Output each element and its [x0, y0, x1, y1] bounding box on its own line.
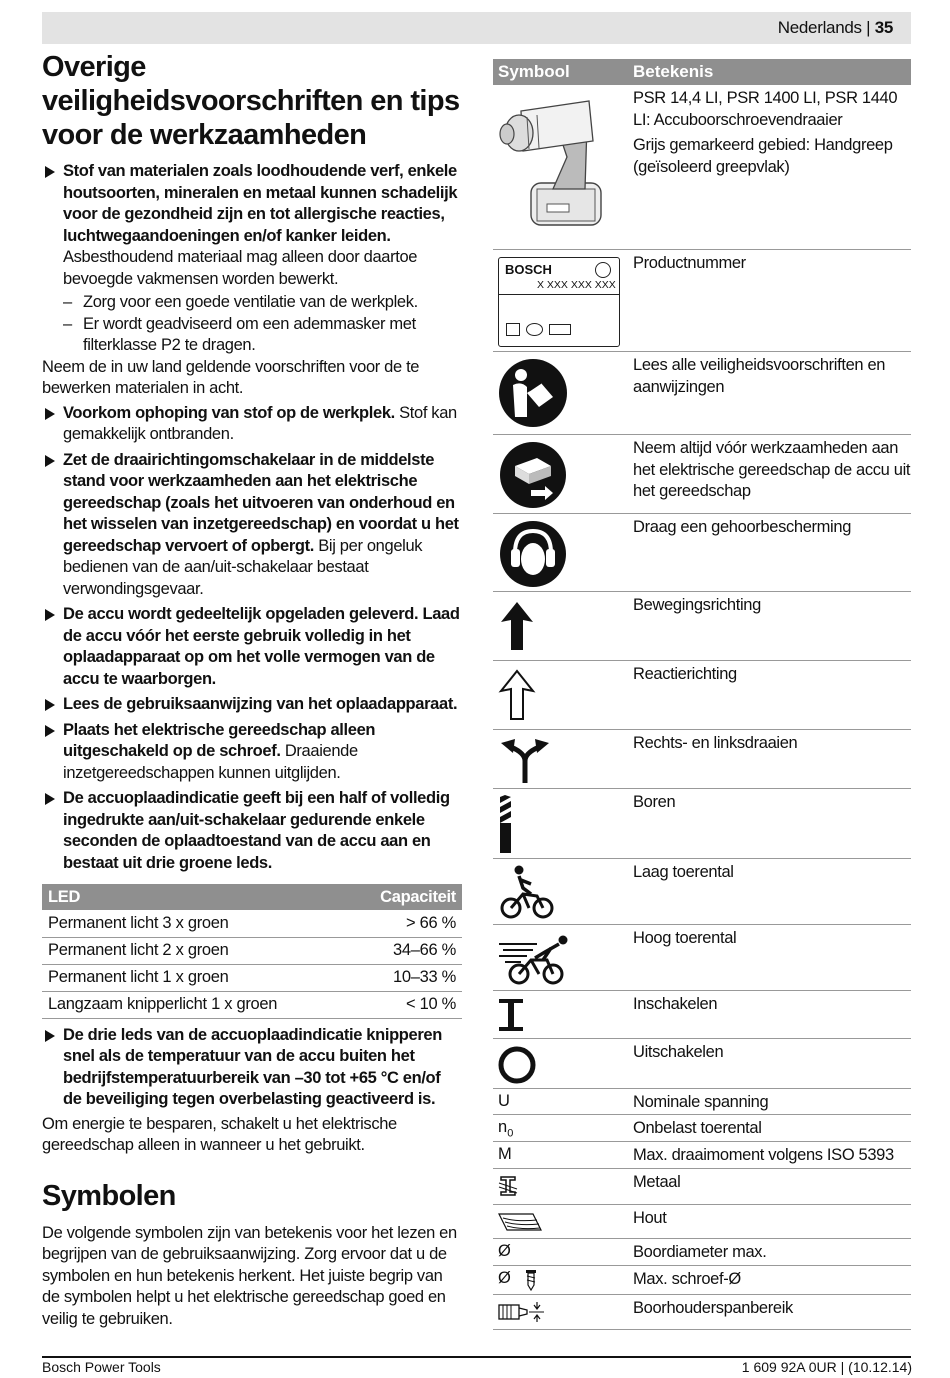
rect-mark-icon: [549, 324, 571, 335]
remove-battery-icon: [497, 440, 569, 515]
bullet-place-on-screw: [42, 720, 462, 785]
left-column: [42, 50, 462, 1330]
symbol-row-no-load-speed: [493, 1115, 911, 1142]
meaning-drill-diameter: Boordiameter max.: [633, 1243, 767, 1261]
meaning-drill-grip: Grijs gemarkeerd gebied: Handgreep (geïsoleerd greepvlak): [633, 136, 893, 176]
capacity-cell: 10–33 %: [350, 964, 462, 991]
header-language: Nederlands: [777, 18, 862, 37]
page-header: [42, 12, 911, 44]
led-capacity-table: [42, 884, 462, 1019]
symbol-row-screw-diameter: [493, 1266, 911, 1295]
bullet-place-on-screw-bold: Plaats het elektrische gereedschap alleen uitgeschakeld op de schroef.: [63, 720, 376, 760]
led-table-header: [42, 884, 462, 910]
meaning-drill-model: PSR 14,4 LI, PSR 1400 LI, PSR 1440 LI: Accuboorschroevendraaier: [633, 89, 898, 129]
torque-symbol: M: [498, 1145, 512, 1163]
reaction-direction-arrow-icon: [497, 669, 537, 726]
symbols-table: [493, 59, 911, 1330]
type-plate-brand: BOSCH: [505, 262, 552, 277]
symbols-table-header: [493, 59, 911, 85]
high-speed-cyclist-icon: [497, 930, 571, 991]
symbol-row-product-number: [493, 250, 911, 352]
symbol-row-switch-off: [493, 1039, 911, 1089]
drill-bit-icon: [497, 793, 517, 860]
left-right-rotation-icon: [497, 735, 553, 790]
power-off-icon: [497, 1045, 537, 1090]
bullet-dust-accumulation: [42, 403, 462, 446]
meaning-low-speed: Laag toerental: [633, 863, 734, 881]
section-title: Overige veiligheidsvoorschriften en tips voor de werkzaamheden: [42, 51, 460, 151]
type-plate-icon: [498, 257, 620, 347]
hearing-protection-icon: [497, 519, 569, 594]
meaning-remove-battery: Neem altijd vóór werkzaamheden aan het elektrische gereedschap de accu uit het gereedschap: [633, 439, 911, 500]
bullet-dust-accumulation-bold: Voorkom ophoping van stof op de werkplek.: [63, 403, 395, 422]
no-load-speed-symbol: [498, 1118, 513, 1139]
symbol-row-drill-diameter: [493, 1239, 911, 1266]
meaning-left-right-rotation: Rechts- en linksdraaien: [633, 734, 798, 752]
paragraph-save-energy: Om energie te besparen, schakelt u het elektrische gereedschap alleen in wanneer u het gebruikt.: [42, 1114, 397, 1154]
table-row: [42, 991, 462, 1018]
meaning-torque: Max. draaimoment volgens ISO 5393: [633, 1146, 894, 1164]
bosch-logo-icon: [595, 262, 611, 278]
led-cell: Permanent licht 1 x groen: [42, 964, 350, 991]
footer-doc-number: 1 609 92A 0UR | (10.12.14): [741, 1359, 912, 1375]
symbol-row-wood: [493, 1205, 911, 1239]
symbol-row-rated-voltage: [493, 1089, 911, 1115]
symbol-row-high-speed: [493, 925, 911, 991]
symbol-row-low-speed: [493, 859, 911, 925]
symbol-row-movement-direction: [493, 592, 911, 661]
table-row: [42, 964, 462, 991]
symbol-row-hearing-protection: [493, 514, 911, 592]
bullet-rotation-switch-bold: Zet de draairichtingomschakelaar in de middelste stand voor werkzaamheden aan het elektrische gereedschap (zoals het uitvoeren van onderhoud en het wisselen van inzetgereedschap) en voordat u het gereedschap vervoert of opbergt.: [63, 450, 459, 555]
led-cell: Permanent licht 2 x groen: [42, 937, 350, 964]
symbol-row-read-instructions: [493, 352, 911, 435]
meaning-switch-off: Uitschakelen: [633, 1043, 724, 1061]
meaning-movement-direction: Bewegingsrichting: [633, 596, 761, 614]
screw-diameter-symbol: Ø: [498, 1269, 511, 1287]
led-column-header: LED: [42, 884, 350, 910]
meaning-high-speed: Hoog toerental: [633, 929, 737, 947]
meaning-switch-on: Inschakelen: [633, 995, 718, 1013]
symbol-row-drilling: [493, 789, 911, 859]
drill-illustration-icon: [497, 93, 615, 246]
power-on-icon: [497, 997, 527, 1038]
symbol-row-metal: [493, 1169, 911, 1205]
table-row: [42, 937, 462, 964]
bullet-battery-charged: De accu wordt gedeeltelijk opgeladen geleverd. Laad de accu vóór het eerste gebruik volledig in het oplaadapparaat op om het volle vermogen van de accu te waarborgen.: [42, 604, 462, 690]
voltage-symbol: U: [498, 1092, 510, 1110]
paragraph-symbols-intro: De volgende symbolen zijn van betekenis voor het lezen en begrijpen van de gebruiksaanwijzing. Zorg ervoor dat u de symbolen en hun betekenis herkent. Het juiste begrip van de symbolen helpt u het elektrische gereedschap goed en veilig te gebruiken.: [42, 1223, 457, 1328]
meaning-product-number: Productnummer: [633, 254, 746, 272]
meaning-metal: Metaal: [633, 1173, 681, 1191]
bullet-leds-flash: De drie leds van de accuoplaadindicatie knipperen snel als de temperatuur van de accu buiten het bedrijfstemperatuurbereik van –30 tot +65 °C en/of de beveiliging tegen overbelasting geactiveerd is.: [42, 1025, 462, 1111]
low-speed-cyclist-icon: [497, 864, 557, 925]
capacity-cell: < 10 %: [350, 991, 462, 1018]
read-manual-icon: [497, 357, 569, 434]
metal-icon: [497, 1173, 521, 1204]
meaning-hearing-protection: Draag een gehoorbescherming: [633, 518, 852, 536]
page-number: 35: [874, 18, 893, 37]
bullet-place-on-screw-text: Draaiende inzetgereedschappen kunnen uitglijden.: [63, 742, 358, 782]
type-plate-number: X XXX XXX XXX: [537, 279, 616, 291]
capacity-cell: > 66 %: [350, 910, 462, 937]
dash-item-mask: – Er wordt geadviseerd om een ademmasker met filterklasse P2 te dragen.: [42, 314, 462, 357]
capacity-cell: 34–66 %: [350, 937, 462, 964]
square-mark-icon: [506, 323, 520, 336]
symbol-row-drill: [493, 85, 911, 250]
no-load-speed-symbol-sub: 0: [507, 1127, 514, 1140]
table-row: [42, 910, 462, 937]
no-load-speed-symbol-letter: n: [498, 1118, 508, 1136]
capacity-column-header: Capaciteit: [350, 884, 462, 910]
wood-icon: [497, 1210, 543, 1239]
meaning-drill: [633, 88, 913, 178]
symbol-column-header: Symbool: [498, 62, 570, 81]
meaning-wood: Hout: [633, 1209, 667, 1227]
symbol-row-torque: [493, 1142, 911, 1169]
meaning-drilling: Boren: [633, 793, 676, 811]
bullet-read-charger-manual: Lees de gebruiksaanwijzing van het oplaadapparaat.: [42, 694, 462, 716]
dash-item-ventilation: – Zorg voor een goede ventilatie van de werkplek.: [42, 292, 462, 314]
symbol-row-left-right-rotation: [493, 730, 911, 789]
bullet-dust-text: Asbesthoudend materiaal mag alleen door daartoe bevoegde vakmensen worden bewerkt.: [63, 248, 418, 288]
oval-mark-icon: [526, 323, 543, 336]
bullet-rotation-switch: [42, 450, 462, 601]
led-cell: Langzaam knipperlicht 1 x groen: [42, 991, 350, 1018]
diameter-symbol: Ø: [498, 1242, 511, 1260]
bullet-dust: [42, 161, 462, 290]
header-separator: |: [861, 18, 875, 37]
movement-direction-arrow-icon: [497, 600, 537, 657]
meaning-column-header: Betekenis: [633, 62, 714, 81]
symbol-row-chuck-range: [493, 1295, 911, 1330]
paragraph-regulations: Neem de in uw land geldende voorschriften voor de te bewerken materialen in acht.: [42, 357, 420, 397]
chuck-range-icon: [497, 1300, 545, 1329]
meaning-rated-voltage: Nominale spanning: [633, 1093, 769, 1111]
symbols-title: Symbolen: [42, 1179, 176, 1212]
footer-divider: [42, 1356, 911, 1358]
meaning-reaction-direction: Reactierichting: [633, 665, 737, 683]
bullet-rotation-switch-text: Bij per ongeluk bedienen van de aan/uit-schakelaar bestaat verwondingsgevaar.: [63, 536, 423, 598]
meaning-chuck-range: Boorhouderspanbereik: [633, 1299, 793, 1317]
bullet-dust-accumulation-text: Stof kan gemakkelijk ontbranden.: [63, 403, 457, 443]
meaning-no-load-speed: Onbelast toerental: [633, 1119, 762, 1137]
meaning-read-instructions: Lees alle veiligheidsvoorschriften en aanwijzingen: [633, 356, 886, 396]
footer-brand: Bosch Power Tools: [42, 1359, 161, 1375]
meaning-screw-diameter: Max. schroef-Ø: [633, 1270, 741, 1288]
led-cell: Permanent licht 3 x groen: [42, 910, 350, 937]
page-header-text: [778, 18, 893, 38]
symbol-row-remove-battery: [493, 435, 911, 514]
symbol-row-switch-on: [493, 991, 911, 1039]
symbol-row-reaction-direction: [493, 661, 911, 730]
bullet-dust-bold: Stof van materialen zoals loodhoudende verf, enkele houtsoorten, mineralen en metaal kunnen schadelijk voor de gezondheid zijn en tot allergische reacties, luchtwegaandoeningen en/of kanker leiden.: [63, 162, 458, 245]
screw-icon: [525, 1269, 537, 1296]
bullet-charge-indicator: De accuoplaadindicatie geeft bij een half of volledig ingedrukte aan/uit-schakelaar gedurende enkele seconden de oplaadtoestand van de accu aan en bestaat uit drie groene leds.: [42, 788, 462, 874]
